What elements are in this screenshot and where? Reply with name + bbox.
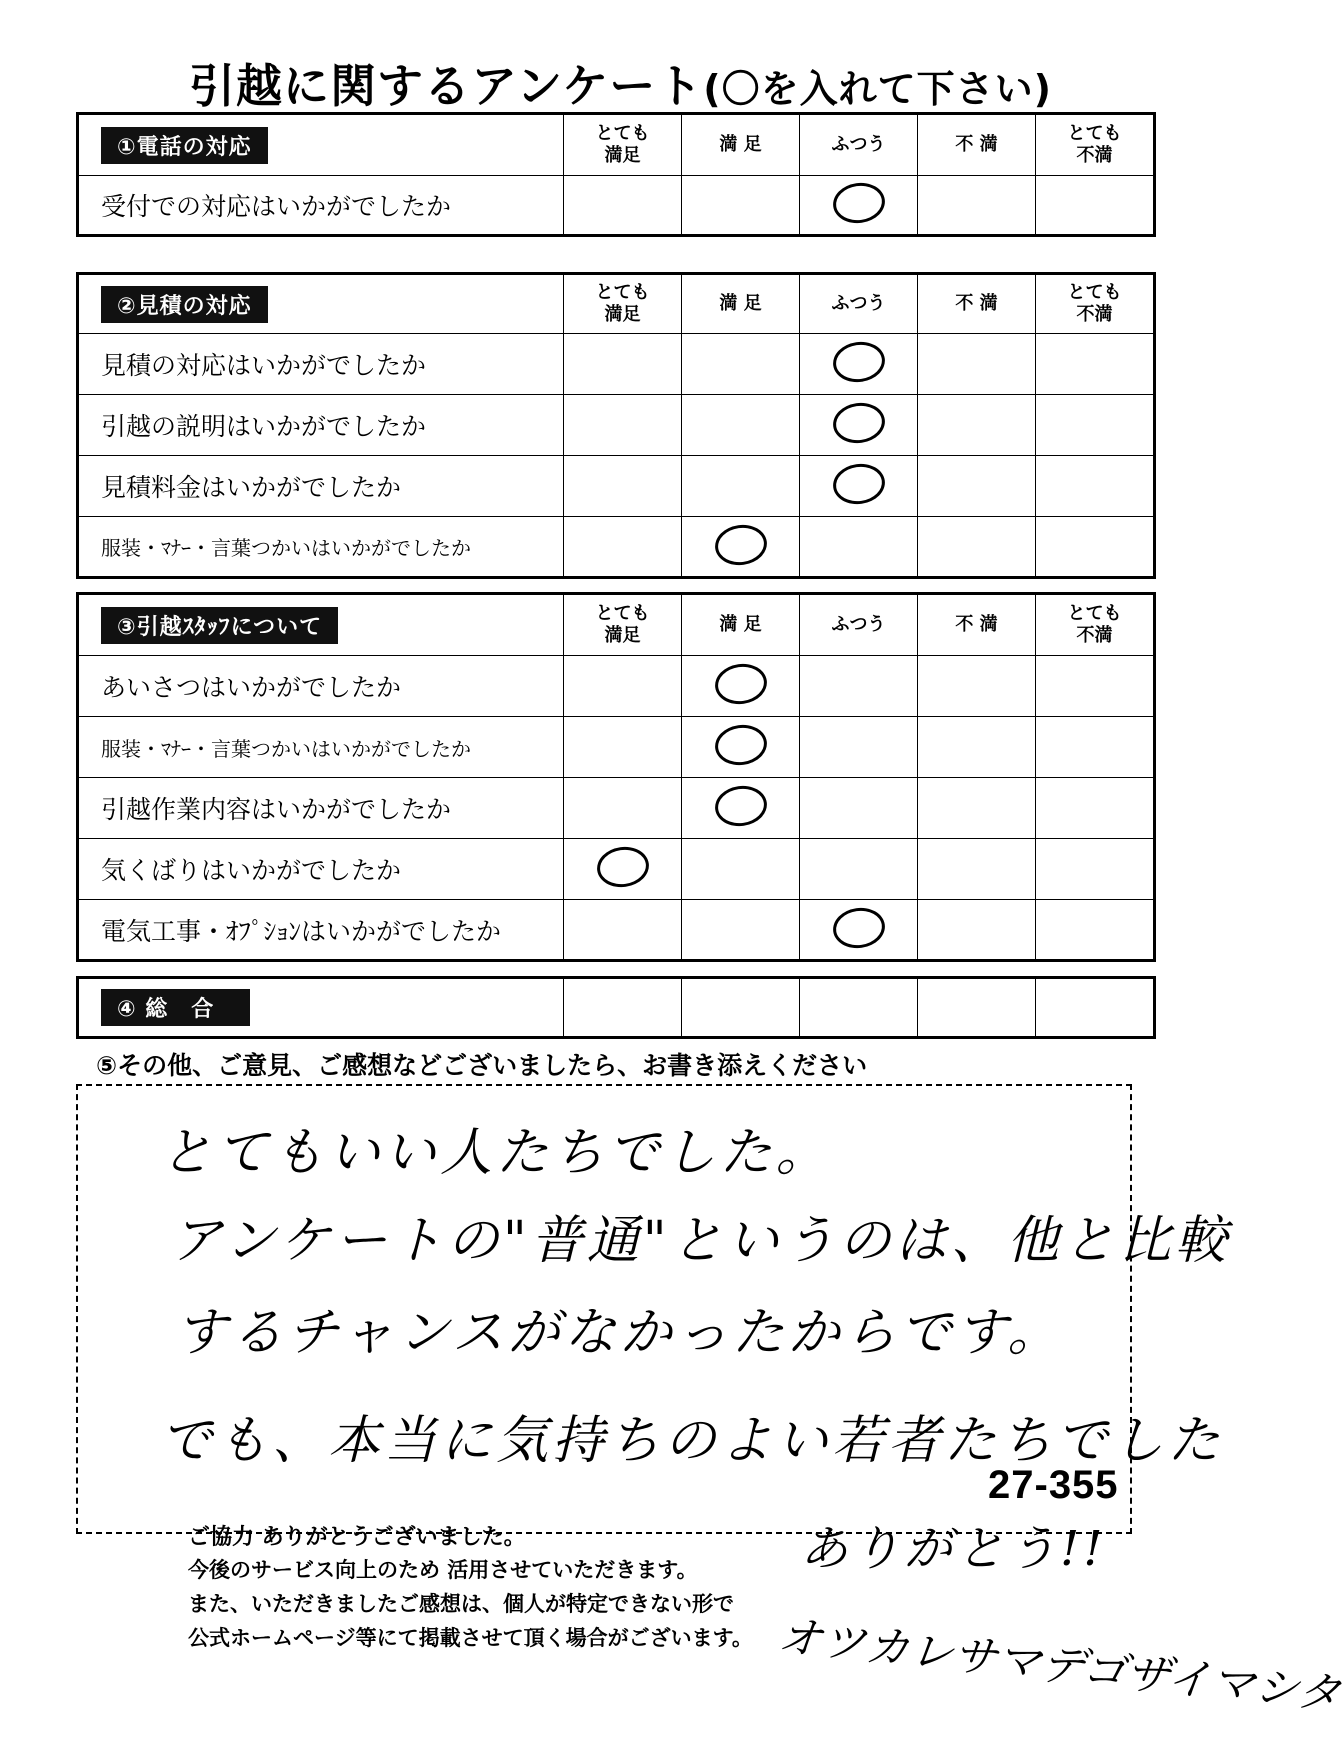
section-label: ②見積の対応 <box>101 286 268 323</box>
answer-cell[interactable] <box>1036 656 1155 717</box>
footer-line-2: 今後のサービス向上のため 活用させていただきます。 <box>188 1558 698 1582</box>
answer-cell[interactable] <box>918 334 1036 395</box>
circle-mark <box>712 661 769 708</box>
question-row <box>78 395 1155 456</box>
answer-cell[interactable] <box>682 839 800 900</box>
answer-cell[interactable] <box>800 517 918 578</box>
answer-cell[interactable] <box>564 778 682 839</box>
answer-cell[interactable] <box>564 717 682 778</box>
question-text: 気くばりはいかがでしたか <box>78 839 564 900</box>
answer-cell[interactable] <box>564 176 682 236</box>
comment-line-3: するチャンスがなかったからです。 <box>175 1303 1064 1363</box>
answer-cell[interactable] <box>1036 517 1155 578</box>
question-text: 見積料金はいかがでしたか <box>78 456 564 517</box>
answer-cell[interactable] <box>918 717 1036 778</box>
question-row <box>78 717 1155 778</box>
question-text: 見積の対応はいかがでしたか <box>78 334 564 395</box>
question-text: 服装・ﾏﾅｰ・言葉つかいはいかがでしたか <box>78 517 564 578</box>
question-row <box>78 656 1155 717</box>
section-header <box>78 274 564 334</box>
comments-heading: ⑤その他、ご意見、ご感想などございましたら、お書き添えください <box>96 1051 868 1080</box>
answer-cell[interactable] <box>918 839 1036 900</box>
answer-cell[interactable] <box>682 395 800 456</box>
footer-line-4: 公式ホームページ等にて掲載させて頂く場合がございます。 <box>188 1626 753 1650</box>
section-staff <box>76 592 1156 962</box>
answer-cell[interactable] <box>800 456 918 517</box>
header-very-satisfied: とても 満足 <box>564 594 682 656</box>
answer-cell[interactable] <box>1036 839 1155 900</box>
answer-cell[interactable] <box>1036 978 1155 1038</box>
answer-cell[interactable] <box>564 839 682 900</box>
header-normal: ふつう <box>800 114 918 176</box>
answer-cell[interactable] <box>564 517 682 578</box>
answer-cell[interactable] <box>564 395 682 456</box>
answer-cell[interactable] <box>682 176 800 236</box>
header-satisfied: 満 足 <box>682 594 800 656</box>
answer-cell[interactable] <box>682 517 800 578</box>
answer-cell[interactable] <box>564 656 682 717</box>
answer-cell[interactable] <box>918 978 1036 1038</box>
page-title <box>0 50 1241 116</box>
header-satisfied: 満 足 <box>682 274 800 334</box>
answer-cell[interactable] <box>1036 334 1155 395</box>
circle-mark <box>830 180 887 227</box>
question-row <box>78 839 1155 900</box>
header-very-dissatisfied: とても 不満 <box>1036 114 1155 176</box>
header-normal: ふつう <box>800 274 918 334</box>
header-dissatisfied: 不 満 <box>918 594 1036 656</box>
answer-cell[interactable] <box>564 900 682 961</box>
header-very-satisfied: とても 満足 <box>564 114 682 176</box>
section-label: ③引越ｽﾀｯﾌについて <box>101 607 338 644</box>
answer-cell[interactable] <box>800 395 918 456</box>
section-header <box>78 978 564 1038</box>
answer-cell[interactable] <box>918 900 1036 961</box>
answer-cell[interactable] <box>918 778 1036 839</box>
header-dissatisfied: 不 満 <box>918 114 1036 176</box>
question-row <box>78 900 1155 961</box>
question-text: 受付での対応はいかがでしたか <box>78 176 564 236</box>
answer-cell[interactable] <box>918 176 1036 236</box>
comment-line-4: でも、本当に気持ちのよい若者たちでした <box>160 1411 1224 1471</box>
question-text: 引越作業内容はいかがでしたか <box>78 778 564 839</box>
comment-line-1: とてもいい人たちでした。 <box>160 1123 832 1183</box>
answer-cell[interactable] <box>1036 456 1155 517</box>
answer-cell[interactable] <box>682 717 800 778</box>
answer-cell[interactable] <box>800 900 918 961</box>
question-row <box>78 778 1155 839</box>
answer-cell[interactable] <box>682 656 800 717</box>
section-header <box>78 114 564 176</box>
circle-mark <box>830 461 887 508</box>
header-dissatisfied: 不 満 <box>918 274 1036 334</box>
answer-cell[interactable] <box>564 456 682 517</box>
answer-cell[interactable] <box>1036 900 1155 961</box>
header-very-satisfied: とても 満足 <box>564 274 682 334</box>
form-code: 27-355 <box>988 1463 1119 1507</box>
answer-cell[interactable] <box>918 656 1036 717</box>
answer-cell[interactable] <box>1036 176 1155 236</box>
header-normal: ふつう <box>800 594 918 656</box>
question-row <box>78 176 1155 236</box>
signature-note: オツカレサマデゴザイマシタ <box>775 1610 1344 1721</box>
header-very-dissatisfied: とても 不満 <box>1036 594 1155 656</box>
title-note: (〇を入れて下さい) <box>703 67 1052 111</box>
circle-mark <box>830 339 887 386</box>
question-text: あいさつはいかがでしたか <box>78 656 564 717</box>
section-overall <box>76 976 1156 1039</box>
circle-mark <box>712 783 769 830</box>
title-main: 引越に関するアンケート <box>189 59 704 113</box>
answer-cell[interactable] <box>1036 778 1155 839</box>
answer-cell[interactable] <box>682 334 800 395</box>
thanks-note: ありがとう!! <box>800 1521 1107 1577</box>
header-satisfied: 満 足 <box>682 114 800 176</box>
header-very-dissatisfied: とても 不満 <box>1036 274 1155 334</box>
answer-cell[interactable] <box>918 456 1036 517</box>
answer-cell[interactable] <box>1036 717 1155 778</box>
answer-cell[interactable] <box>800 334 918 395</box>
footer-line-3: また、いただきましたご感想は、個人が特定できない形で <box>188 1592 734 1616</box>
answer-cell[interactable] <box>564 334 682 395</box>
answer-cell[interactable] <box>800 978 918 1038</box>
circle-mark <box>712 521 769 568</box>
circle-mark <box>594 844 651 891</box>
question-text: 引越の説明はいかがでしたか <box>78 395 564 456</box>
question-text: 服装・ﾏﾅｰ・言葉つかいはいかがでしたか <box>78 717 564 778</box>
answer-cell[interactable] <box>800 717 918 778</box>
answer-cell[interactable] <box>800 839 918 900</box>
answer-cell[interactable] <box>1036 395 1155 456</box>
answer-cell[interactable] <box>800 778 918 839</box>
answer-cell[interactable] <box>682 978 800 1038</box>
section-label: ①電話の対応 <box>101 127 268 164</box>
section-estimate <box>76 272 1156 579</box>
section-phone <box>76 112 1156 237</box>
answer-cell[interactable] <box>800 176 918 236</box>
circle-mark <box>830 400 887 447</box>
circle-mark <box>830 904 887 951</box>
footer-line-1: ご協力 ありがとうございました。 <box>188 1525 526 1550</box>
answer-cell[interactable] <box>682 778 800 839</box>
question-row <box>78 334 1155 395</box>
section-label: ④ 総 合 <box>101 989 250 1026</box>
answer-cell[interactable] <box>800 656 918 717</box>
question-row <box>78 456 1155 517</box>
answer-cell[interactable] <box>918 395 1036 456</box>
answer-cell[interactable] <box>682 900 800 961</box>
comment-line-2: アンケートの"普通"というのは、他と比較 <box>170 1211 1231 1271</box>
answer-cell[interactable] <box>918 517 1036 578</box>
answer-cell[interactable] <box>564 978 682 1038</box>
circle-mark <box>712 722 769 769</box>
section-header <box>78 594 564 656</box>
question-row <box>78 517 1155 578</box>
question-text: 電気工事・ｵﾌﾟｼｮﾝはいかがでしたか <box>78 900 564 961</box>
answer-cell[interactable] <box>682 456 800 517</box>
